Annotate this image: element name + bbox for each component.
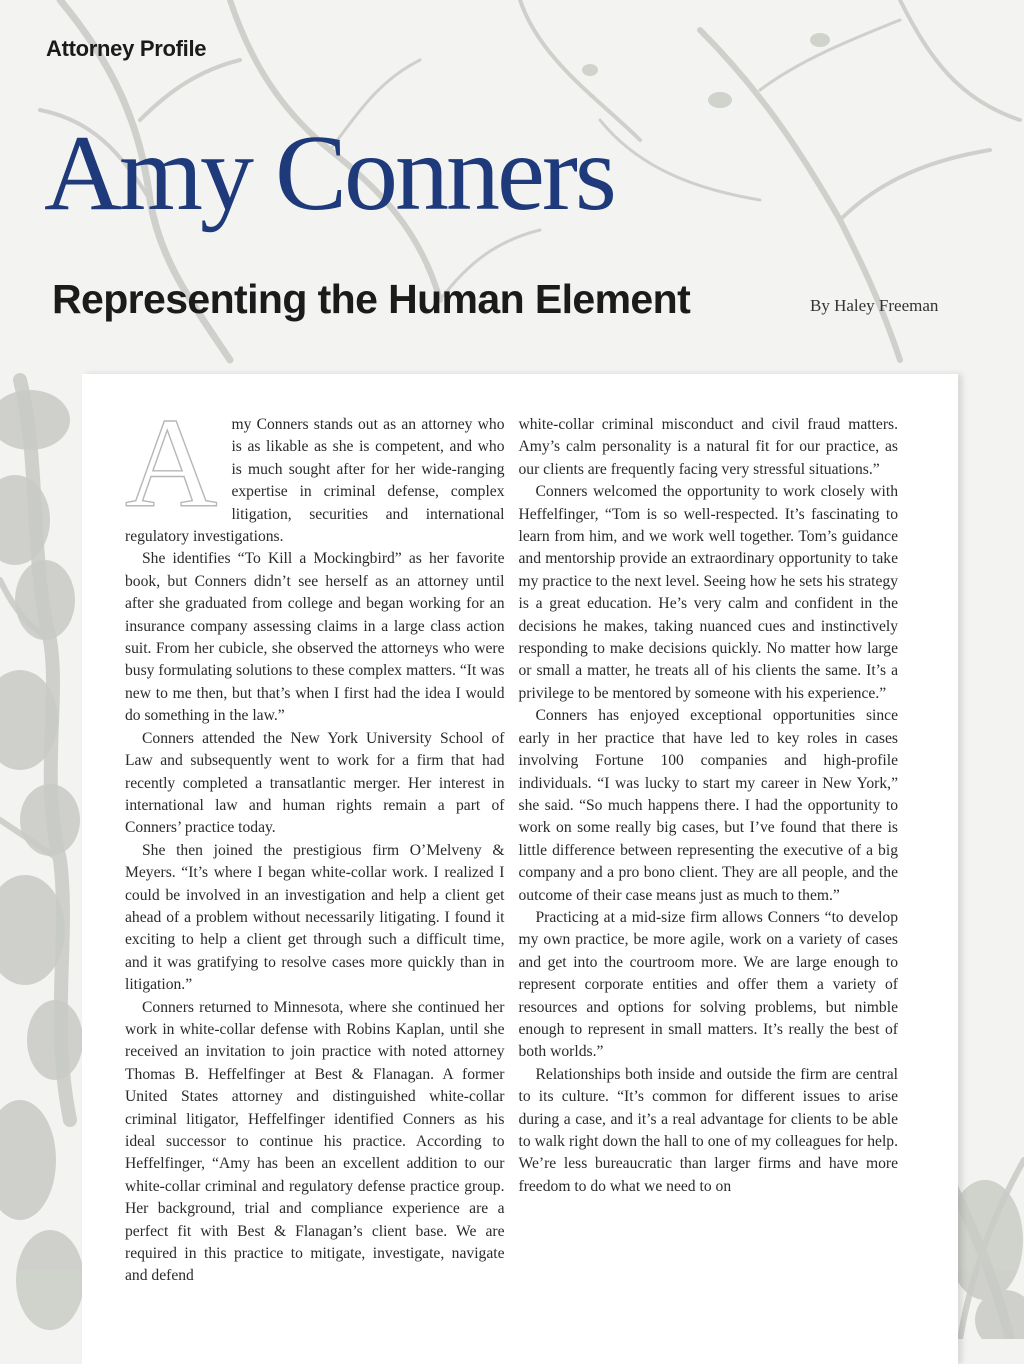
paragraph-text: my Conners stands out as an attorney who is as likable as she is competent, and who is much sought after for her wide-ranging expertise in criminal defense, complex litigation, securities and international regulatory investigations. — [125, 416, 505, 546]
paragraph: white-collar criminal misconduct and civil fraud matters. Amy’s calm personality is a natural fit for our practice, as our clients are frequently facing very stressful situations.” — [518, 416, 898, 478]
paragraph: Conners returned to Minnesota, where she continued her work in white-collar defense with Robins Kaplan, until she received an invitation to join practice with noted attorney Thomas B. Heffelfinger at Best & Flanagan. A former United States attorney and distinguished white-collar criminal litigator, Heffelfinger identified Conners as his ideal successor to continue his practice. According to Heffelfinger, “Amy has been an excellent addition to our white-collar criminal and regulatory defense practice group. Her background, trial and compliance experience are a perfect fit with Best & Flanagan’s client base. We are required in this practice to mitigate, investigate, navigate and defend — [125, 998, 505, 1285]
column-right — [519, 414, 899, 1288]
section-label: Attorney Profile — [46, 36, 207, 61]
article-title: Amy Conners — [44, 114, 614, 233]
paragraph: Conners attended the New York University School of Law and subsequently went to work for a firm that had recently completed a transatlantic merger. Her interest in international law and human rights remain a part of Conners’ practice today. — [125, 729, 505, 837]
paragraph: Relationships both inside and outside the firm are central to its culture. “It’s common for different issues to arise during a case, and it’s a real advantage for clients to be able to walk right down the hall to one of my colleagues for help. We’re less bureaucratic than larger firms and have more freedom to do what we need to on — [518, 1065, 898, 1195]
paragraph: Practicing at a mid-size firm allows Conners “to develop my own practice, be more agile, work on a variety of cases and get into the courtroom more. We are large enough to represent corporate entities and offer them a variety of resources and options for solving problems, but nimble enough to represent in small matters. It’s really the best of both worlds.” — [518, 908, 898, 1061]
paragraph: She then joined the prestigious firm O’Melveny & Meyers. “It’s where I began white-collar work. I realized I could be involved in an investigation and help a client get ahead of a problem without necessarily litigating. I found it exciting to help a client get through such a difficult time, and it was gratifying to resolve cases more quickly than in litigation.” — [125, 841, 505, 994]
paragraph — [125, 392, 505, 548]
byline: By Haley Freeman — [810, 296, 939, 315]
column-left — [125, 392, 505, 1288]
article-subtitle: Representing the Human Element — [52, 276, 691, 322]
drop-cap: A — [125, 392, 218, 534]
paragraph: Conners welcomed the opportunity to work closely with Heffelfinger, “Tom is so well-respected. It’s fascinating to learn from him, and we work well together. Tom’s guidance and mentorship provide an extraordinary opportunity to take my practice to the next level. Seeing how he sets his strategy is a great education. He’s very calm and confident in the decisions he makes, taking nuanced cues and instinctively responding to make decisions quickly. No matter how large or small a matter, he treats all of his clients the same. It’s a privilege to be mentored by someone with his experience.” — [518, 483, 898, 702]
article-body — [125, 392, 898, 1288]
paragraph: Conners has enjoyed exceptional opportunities since early in her practice that have led to key roles in cases involving Fortune 100 companies and high-profile individuals. “I was lucky to start my career in New York,” she said. “So much happens there. I had the opportunity to work on some really big cases, but I’ve found that there is little difference between representing the executive of a big company and a pro bono client. They are all people, and the outcome of their case means just as much to them.” — [518, 707, 898, 904]
paragraph: She identifies “To Kill a Mockingbird” as her favorite book, but Conners didn’t see herself as an attorney until after she graduated from college and began working for an insurance company assessing claims in a large class action suit. From her cubicle, she observed the attorneys who were busy formulating solutions to these complex matters. “It was new to me then, but that’s when I first had the idea I would do something in the law.” — [125, 550, 505, 725]
